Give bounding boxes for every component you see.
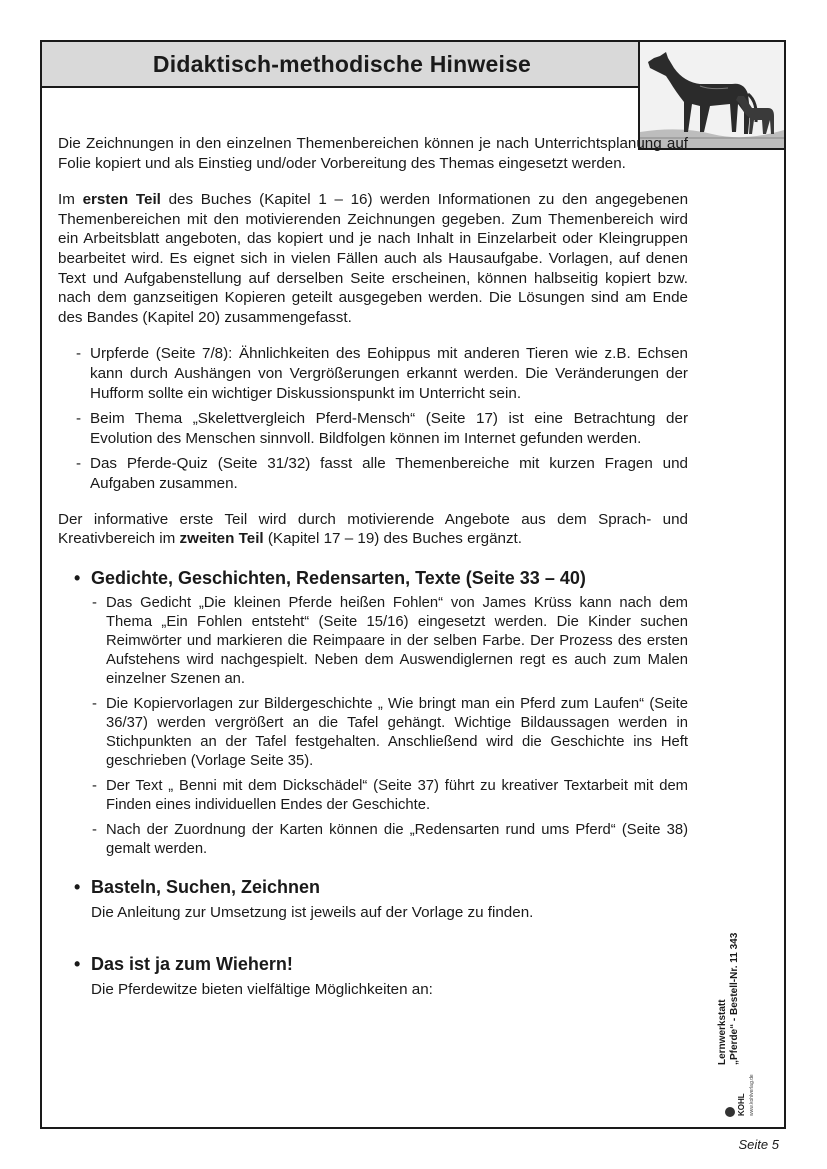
- bullet: •: [74, 876, 81, 897]
- publisher-sidebar: [717, 933, 741, 1065]
- list-item: - Nach der Zuordnung der Karten können die „Redensarten rund ums Pferd“ (Seite 38) gemalt werden.: [58, 821, 688, 859]
- part2-rest: (Kapitel 17 – 19) des Buches ergänzt.: [263, 530, 522, 548]
- page-title: Didaktisch-methodische Hinweise: [152, 50, 532, 77]
- part1-paragraph: [58, 190, 688, 327]
- section-text: Die Pferdewitze bieten vielfältige Möglichkeiten an:: [91, 981, 433, 999]
- page-number: Seite 5: [738, 1137, 779, 1152]
- section-heading: [58, 952, 688, 976]
- bullet: •: [74, 954, 81, 975]
- part1-lead: Im: [58, 191, 83, 209]
- list-item: - Die Kopiervorlagen zur Bildergeschichte „ Wie bringt man ein Pferd zum Laufen“ (Seite 36/37) werden vergrößert an die Tafel gehängt. Wichtige Bildaussagen werden in Stichpunkten an der Tafel festgehalten. Anschließend wird die Geschichte ins Heft geschrieben (Vorlage Seite 35).: [58, 695, 688, 771]
- part2-bold: zweiten Teil: [179, 530, 264, 548]
- section-title: Gedichte, Geschichten, Redensarten, Texte (Seite 33 – 40): [91, 567, 586, 588]
- intro-paragraph: Die Zeichnungen in den einzelnen Themenbereichen können je nach Unterrichtsplanung auf Folie kopiert und als Einstieg und/oder Vorbereitung des Themas eingesetzt werden.: [58, 135, 688, 172]
- part1-bold: ersten Teil: [82, 191, 161, 209]
- section-heading: [58, 875, 688, 899]
- list-item: - Der Text „ Benni mit dem Dickschädel“ (Seite 37) führt zu kreativer Textarbeit mit dem Finden eines individuellen Endes der Geschichte.: [58, 777, 688, 815]
- side-line2: „Pferde“ - Bestell-Nr. 11 343: [729, 932, 740, 1065]
- section-title: Das ist ja zum Wiehern!: [91, 954, 293, 975]
- list-item: - Das Gedicht „Die kleinen Pferde heißen Fohlen“ von James Krüss kann nach dem Thema „Ein Fohlen entsteht“ (Seite 15/16) eingesetzt werden. Die Kinder suchen Reimwörter und markieren die Reimpaare in der selben Farbe. Der Prozess des ersten Aufstehens wird nachgespielt. Neben dem Auswendiglernen regt es auch zum Malen einzelner Szenen an.: [58, 594, 688, 689]
- part2-lead: Der informative erste Teil wird durch motivierende Angebote aus dem Sprach- und Kreativbereich im: [58, 510, 688, 548]
- section-basteln: [58, 875, 688, 923]
- section-title: Basteln, Suchen, Zeichnen: [91, 876, 321, 897]
- bullet: •: [74, 567, 81, 588]
- section-heading: [58, 566, 688, 590]
- list-item: - Das Pferde-Quiz (Seite 31/32) fasst alle Themenbereiche mit kurzen Fragen und Aufgaben zusammen.: [58, 454, 688, 493]
- publisher-logo: [722, 1050, 756, 1120]
- side-line1: Lernwerkstatt: [717, 999, 728, 1065]
- svg-text:KOHL: KOHL: [737, 1093, 746, 1116]
- horse-icon: [640, 42, 784, 148]
- list-item: - Beim Thema „Skelettvergleich Pferd-Mensch“ (Seite 17) ist eine Betrachtung der Evolution des Menschen sinnvoll. Bildfolgen können im Internet gefunden werden.: [58, 409, 688, 448]
- section-gedichte: [58, 566, 688, 859]
- kohl-logo-icon: [722, 1050, 756, 1120]
- part1-rest: des Buches (Kapitel 1 – 16) werden Informationen zu den angegebenen Themenbereichen mit den motivierenden Zeichnungen gegeben. Zum Themenbereich wird ein Arbeitsblatt angeboten, das kopiert und je nach Inhalt in Einzelarbeit oder Kleingruppen bearbeitet wird. Es eignet sich in vielen Fällen auch als Hausaufgabe. Vorlagen, auf denen Text und Aufgabenstellung auf derselben Seite erscheinen, können halbseitig kopiert bzw. nach dem ganzseitigen Kopieren geteilt ausgegeben werden. Die Lösungen sind am Ende des Bandes (Kapitel 20) zusammengefasst.: [58, 191, 689, 326]
- title-bar: [42, 42, 644, 88]
- section-text: Die Anleitung zur Umsetzung ist jeweils auf der Vorlage zu finden.: [91, 903, 534, 921]
- main-content: [58, 134, 688, 1014]
- part1-list: [58, 344, 688, 493]
- svg-text:www.kohlverlag.de: www.kohlverlag.de: [749, 1074, 755, 1116]
- section-wiehern: [58, 952, 688, 1000]
- section-list: [58, 594, 688, 859]
- part2-paragraph: [58, 510, 688, 549]
- list-item: - Urpferde (Seite 7/8): Ähnlichkeiten des Eohippus mit anderen Tieren wie z.B. Echsen kann durch Aushängen von Vergrößerungen erkannt werden. Die Veränderungen der Hufform sollte ein wichtiger Diskussionspunkt im Unterricht sein.: [58, 344, 688, 403]
